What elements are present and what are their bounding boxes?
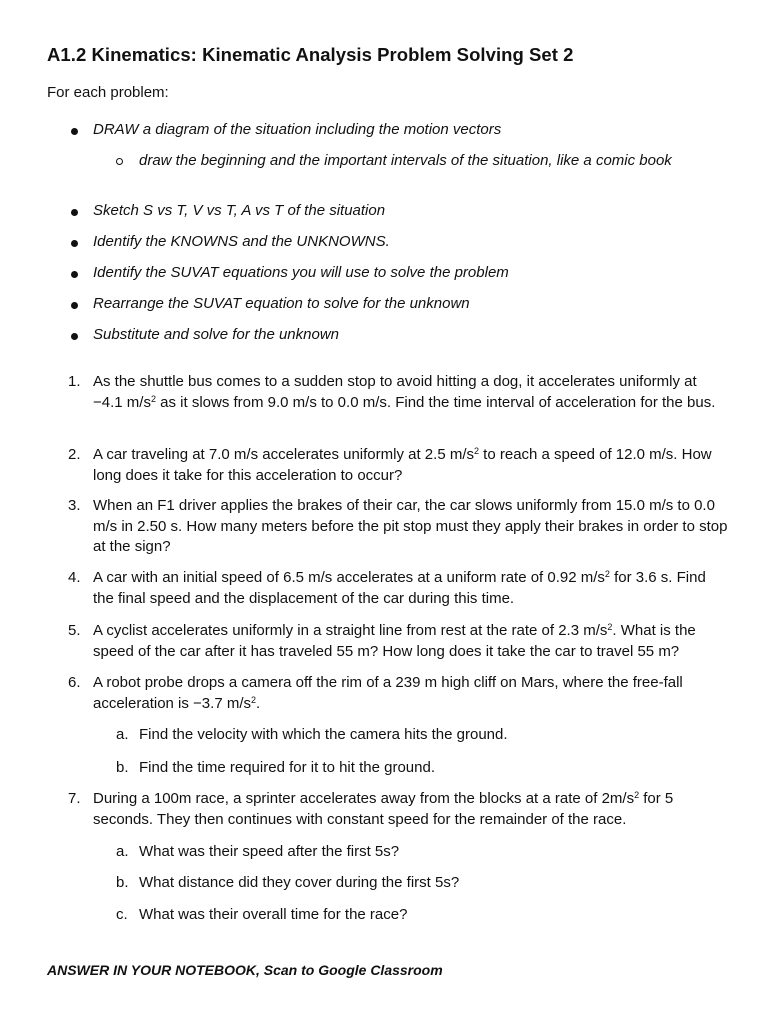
bullet-dot [71,302,78,309]
problem-text: A robot probe drops a camera off the rim of a 239 m high cliff on Mars, where the free-fall acceleration is −3.7 m/s [93,674,683,712]
problem-text: During a 100m race, a sprinter accelerates away from the blocks at a rate of 2m/s [93,790,635,807]
problem-2 [93,445,728,486]
problem-number: 7. [68,790,81,807]
bullet-dot [71,240,78,247]
problem-number: 1. [68,373,81,390]
problem-5 [93,621,728,662]
sub-bullet-circle [116,158,123,165]
problem-number: 4. [68,569,81,586]
problem-text: for 5 seconds. They then continues with constant speed for the remainder of the race. [93,790,674,828]
problem-7c: What was their overall time for the race? [139,906,408,923]
problem-number: 5. [68,622,81,639]
instruction-bullet: Identify the KNOWNS and the UNKNOWNS. [93,233,390,250]
intro-text: For each problem: [47,84,169,101]
problem-7 [93,789,728,830]
subpart-letter: a. [116,843,129,860]
instruction-sub-bullet: draw the beginning and the important intervals of the situation, like a comic book [139,152,672,169]
problem-text: As the shuttle bus comes to a sudden stop to avoid hitting a dog, it accelerates uniformly at −4.1 m/s [93,373,697,411]
problem-7b: What distance did they cover during the first 5s? [139,874,460,891]
footer-instruction: ANSWER IN YOUR NOTEBOOK, Scan to Google Classroom [47,962,443,978]
problem-text: A cyclist accelerates uniformly in a straight line from rest at the rate of 2.3 m/s [93,622,608,639]
problem-text: . [256,694,261,712]
superscript: 2 [150,393,156,404]
problem-6b: Find the time required for it to hit the ground. [139,759,435,776]
subpart-letter: b. [116,759,129,776]
subpart-letter: c. [116,906,128,923]
instruction-bullet: Identify the SUVAT equations you will use to solve the problem [93,264,509,281]
instruction-bullet: Rearrange the SUVAT equation to solve for the unknown [93,295,470,312]
instruction-bullet: Sketch S vs T, V vs T, A vs T of the situation [93,202,386,219]
bullet-dot [71,128,78,135]
bullet-dot [71,271,78,278]
problem-number: 6. [68,674,81,691]
subpart-letter: b. [116,874,129,891]
superscript: 2 [634,790,640,800]
instruction-bullet: DRAW a diagram of the situation including the motion vectors [93,121,502,138]
problem-3: When an F1 driver applies the brakes of their car, the car slows uniformly from 15.0 m/s to 0.0 m/s in 2.50 s. How many meters before the pit stop must they apply their brakes in order to stop at the sign? [93,497,728,555]
problem-text: to reach a speed of 12.0 m/s. How long does it take for this acceleration to occur? [93,446,712,484]
page-title: A1.2 Kinematics: Kinematic Analysis Problem Solving Set 2 [47,44,574,65]
superscript: 2 [604,569,610,579]
problem-6 [93,673,728,714]
problem-text: for 3.6 s. Find the final speed and the displacement of the car during this time. [93,569,706,607]
problem-text: A car traveling at 7.0 m/s accelerates uniformly at 2.5 m/s [93,446,474,463]
problem-text: A car with an initial speed of 6.5 m/s accelerates at a uniform rate of 0.92 m/s [93,569,605,586]
superscript: 2 [251,694,257,705]
problem-7a: What was their speed after the first 5s? [139,843,400,860]
problem-text: . What is the speed of the car after it has traveled 55 m? How long does it take the car to travel 55 m? [93,622,696,660]
instruction-bullet: Substitute and solve for the unknown [93,326,339,343]
problem-4 [93,568,728,609]
superscript: 2 [474,446,480,456]
problem-6a: Find the velocity with which the camera hits the ground. [139,726,508,743]
problem-1 [93,372,728,413]
bullet-dot [71,333,78,340]
superscript: 2 [607,622,613,632]
problem-number: 2. [68,446,81,463]
bullet-dot [71,209,78,216]
problem-number: 3. [68,497,81,514]
problem-text: as it slows from 9.0 m/s to 0.0 m/s. Find the time interval of acceleration for the bus. [155,393,716,411]
subpart-letter: a. [116,726,129,743]
